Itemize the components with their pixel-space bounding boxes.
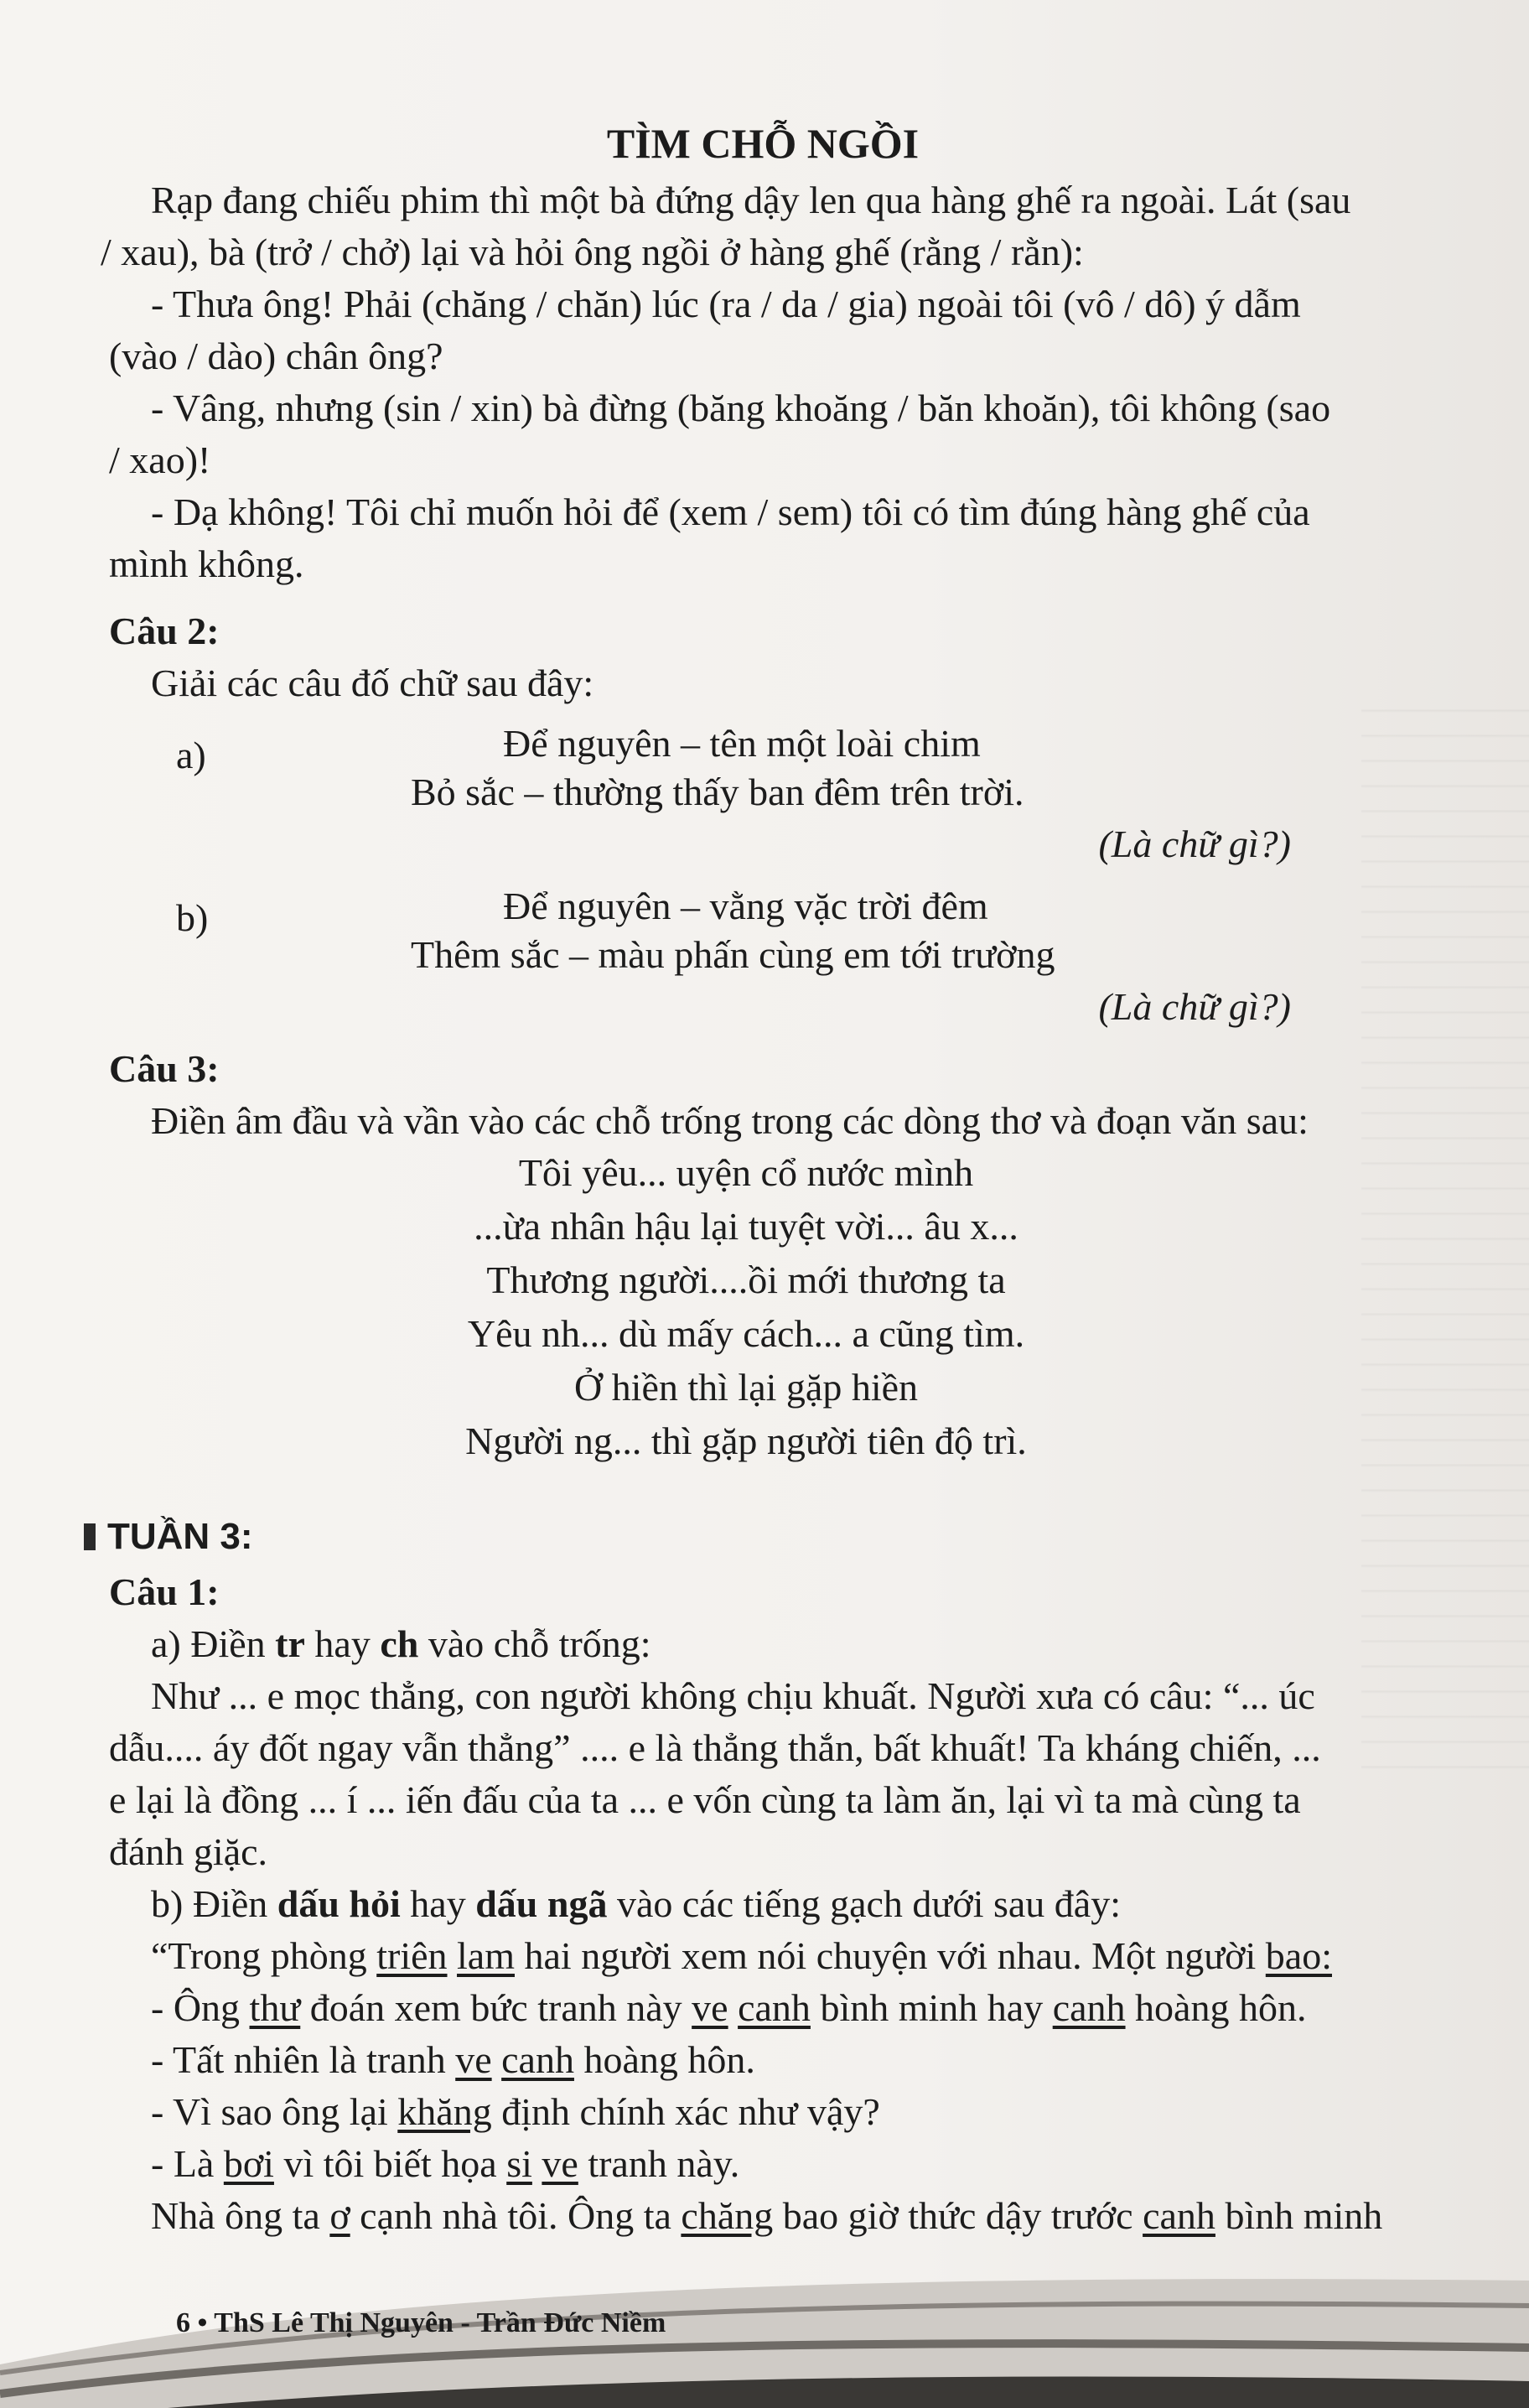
text: [532, 2142, 542, 2185]
riddle-a-hint: (Là chữ gì?): [1098, 823, 1291, 865]
part-a-line: Như ... e mọc thẳng, con người không chịu khuất. Người xưa có câu: “... úc: [151, 1674, 1315, 1717]
poem-line: ...ừa nhân hậu lại tuyệt vời... âu x...: [474, 1205, 1018, 1248]
riddle-a-line-2: Bỏ sắc – thường thấy ban đêm trên trời.: [411, 771, 1024, 813]
dialog-line: [109, 1930, 1517, 1982]
question-2-heading: Câu 2:: [109, 610, 220, 652]
story-text: [101, 174, 1517, 590]
story-line: - Thưa ông! Phải (chăng / chăn) lúc (ra / da / gia) ngoài tôi (vô / dô) ý dẫm: [151, 283, 1301, 325]
underlined-word: ve: [692, 1986, 728, 2029]
text: “Trong phòng: [151, 1934, 377, 1977]
part-a-ch: ch: [380, 1622, 419, 1665]
dialog-line: [109, 2190, 1517, 2242]
text: - Ông: [151, 1986, 250, 2029]
square-bullet-icon: [84, 1523, 96, 1550]
part-a-suffix: vào chỗ trống:: [418, 1622, 651, 1665]
part-a-line: e lại là đồng ... í ... iến đấu của ta ... e vốn cùng ta làm ăn, lại vì ta mà cùng ta: [109, 1778, 1301, 1821]
story-line: - Dạ không! Tôi chỉ muốn hỏi để (xem / sem) tôi có tìm đúng hàng ghế của: [151, 490, 1310, 533]
dialog-line: [109, 2086, 1517, 2138]
underlined-word: lam: [457, 1934, 515, 1977]
underlined-word: bơi: [223, 2142, 274, 2185]
week-3-heading: [84, 1511, 1517, 1563]
footer-bullet: •: [197, 2307, 208, 2338]
riddle-a-line-1: Để nguyên – tên một loài chim: [503, 722, 981, 765]
text: [492, 2038, 502, 2081]
poem-line: Yêu nh... dù mấy cách... a cũng tìm.: [467, 1312, 1025, 1355]
part-a-line: dẫu.... áy đốt ngay vẫn thẳng” .... e là thẳng thắn, bất khuất! Ta kháng chiến, ...: [109, 1726, 1321, 1769]
text: Nhà ông ta: [151, 2194, 330, 2237]
text: cạnh nhà tôi. Ông ta: [350, 2194, 682, 2237]
text: [728, 1986, 739, 2029]
question-3-heading: Câu 3:: [109, 1047, 220, 1090]
part-b-hay: hay: [400, 1882, 476, 1925]
underlined-word: chăng: [681, 2194, 774, 2237]
story-line: / xao)!: [109, 439, 211, 481]
text: đoán xem bức tranh này: [300, 1986, 692, 2029]
poem: [109, 1147, 1383, 1469]
text: - Vì sao ông lại: [151, 2090, 398, 2133]
question-3-intro: Điền âm đầu và vần vào các chỗ trống trong các dòng thơ và đoạn văn sau:: [151, 1099, 1309, 1142]
text: - Tất nhiên là tranh: [151, 2038, 456, 2081]
text: bình minh hay: [810, 1986, 1053, 2029]
dialog-line: [109, 2138, 1517, 2190]
text: hai người xem nói chuyện với nhau. Một người: [515, 1934, 1266, 1977]
underlined-word: canh: [738, 1986, 811, 2029]
page-title: TÌM CHỖ NGỒI: [606, 120, 920, 167]
part-a-hay: hay: [304, 1622, 381, 1665]
story-line: (vào / dào) chân ông?: [109, 335, 443, 377]
part-a-tr: tr: [275, 1622, 305, 1665]
question-1-heading: Câu 1:: [109, 1570, 220, 1613]
part-b-nga: dấu ngã: [475, 1882, 608, 1925]
part-b-instruction: [109, 1878, 1517, 1930]
riddle-a-label: a): [176, 734, 206, 776]
poem-line: Người ng... thì gặp người tiên độ trì.: [465, 1419, 1027, 1462]
story-line: mình không.: [109, 542, 304, 585]
part-b-suffix: vào các tiếng gạch dưới sau đây:: [607, 1882, 1121, 1925]
text: hoàng hôn.: [573, 2038, 755, 2081]
underlined-word: ve: [455, 2038, 492, 2081]
part-b-hoi: dấu hỏi: [277, 1882, 401, 1925]
riddle-b-line-1: Để nguyên – vằng vặc trời đêm: [503, 885, 988, 927]
part-a-instruction: [109, 1618, 1517, 1670]
text: hoàng hôn.: [1125, 1986, 1307, 2029]
riddle-b: [109, 880, 1517, 981]
underlined-word: bao:: [1265, 1934, 1332, 1977]
part-a-line: đánh giặc.: [109, 1830, 268, 1873]
footer-authors: ThS Lê Thị Nguyên - Trần Đức Niềm: [214, 2307, 666, 2338]
page-footer: [176, 2307, 666, 2339]
week-3-label: TUẦN 3:: [107, 1516, 253, 1557]
poem-line: Thương người....ồi mới thương ta: [486, 1258, 1006, 1301]
underlined-word: khăng: [397, 2090, 492, 2133]
text: bình minh: [1215, 2194, 1383, 2237]
underlined-word: canh: [1143, 2194, 1215, 2237]
poem-line: Ở hiền thì lại gặp hiền: [573, 1366, 919, 1409]
text: định chính xác như vậy?: [491, 2090, 880, 2133]
dialog-line: [109, 2034, 1517, 2086]
underlined-word: ve: [542, 2142, 578, 2185]
text: bao giờ thức dậy trước: [773, 2194, 1143, 2237]
underlined-word: ơ: [329, 2194, 350, 2237]
text: - Là: [151, 2142, 224, 2185]
text: [448, 1934, 458, 1977]
underlined-word: triên: [376, 1934, 448, 1977]
text: vì tôi biết họa: [273, 2142, 507, 2185]
underlined-word: si: [506, 2142, 532, 2185]
story-line: - Vâng, nhưng (sin / xin) bà đừng (băng khoăng / băn khoăn), tôi không (sao: [151, 387, 1331, 429]
poem-line: Tôi yêu... uyện cổ nước mình: [518, 1151, 974, 1194]
riddle-b-hint: (Là chữ gì?): [1098, 985, 1291, 1028]
story-line: Rạp đang chiếu phim thì một bà đứng dậy len qua hàng ghế ra ngoài. Lát (sau: [151, 179, 1351, 221]
story-line: / xau), bà (trở / chở) lại và hỏi ông ngồi ở hàng ghế (rằng / rằn):: [101, 231, 1084, 273]
underlined-word: canh: [501, 2038, 574, 2081]
part-b-prefix: b) Điền: [151, 1882, 277, 1925]
question-2-intro: Giải các câu đố chữ sau đây:: [151, 662, 594, 704]
page-number: 6: [176, 2307, 190, 2338]
dialog-line: [109, 1982, 1517, 2034]
page-content: [101, 117, 1517, 2242]
text: tranh này.: [578, 2142, 740, 2185]
riddle-a: [109, 718, 1517, 818]
part-a-prefix: a) Điền: [151, 1622, 276, 1665]
riddle-b-label: b): [176, 896, 209, 939]
underlined-word: thư: [249, 1986, 301, 2029]
underlined-word: canh: [1052, 1986, 1126, 2029]
riddle-b-line-2: Thêm sắc – màu phấn cùng em tới trường: [411, 933, 1055, 976]
